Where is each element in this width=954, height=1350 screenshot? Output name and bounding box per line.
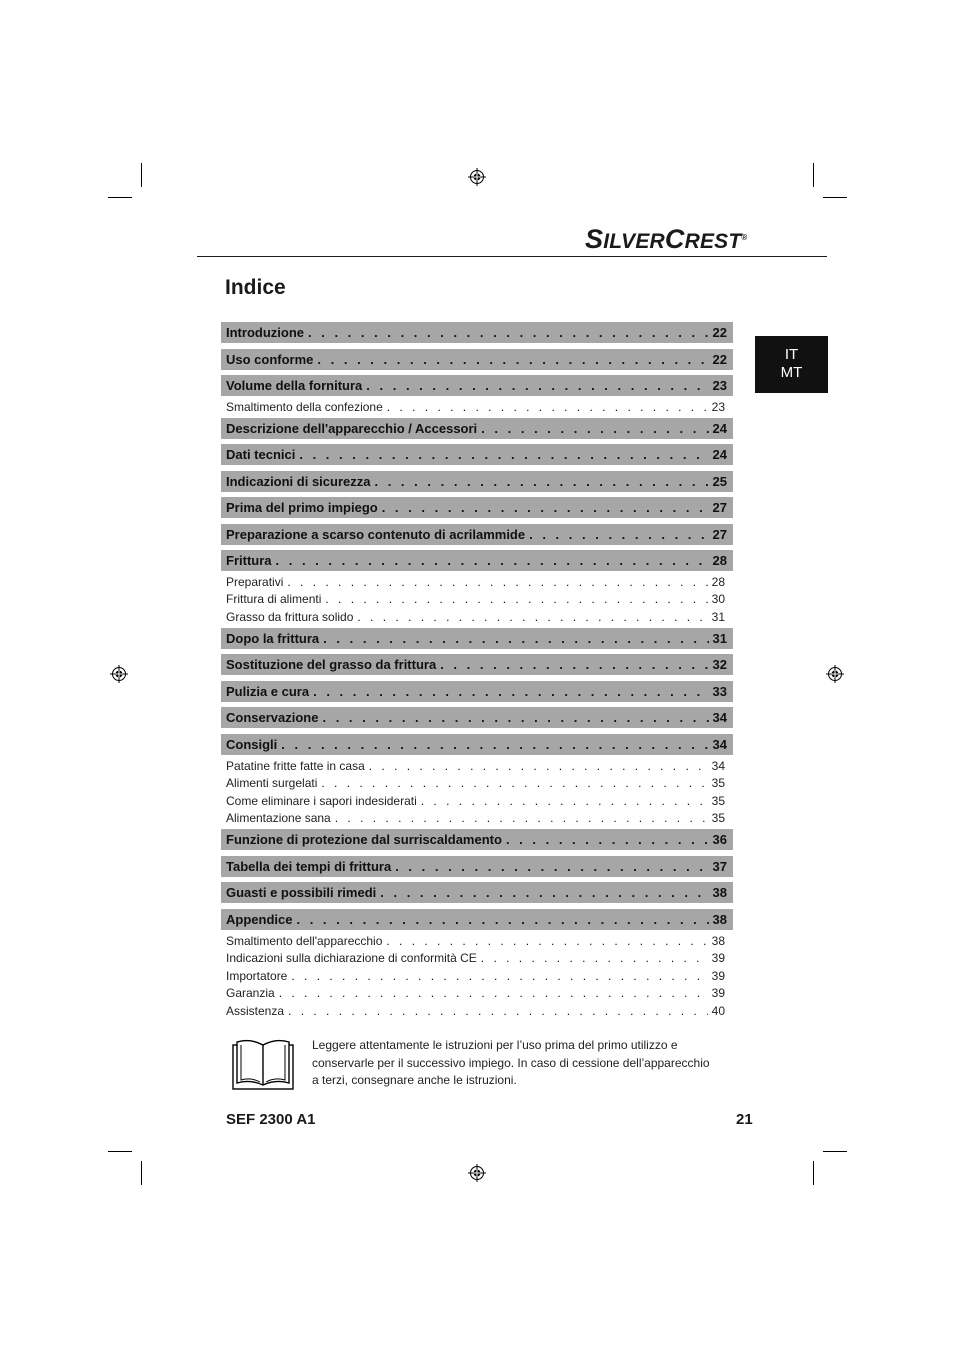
- toc-entry-label: Descrizione dell'apparecchio / Accessori: [226, 420, 478, 436]
- toc-entry-page: 39: [711, 986, 725, 1001]
- toc-subsection-row[interactable]: [221, 774, 733, 792]
- crop-mark: [823, 197, 847, 198]
- brand-logo: SILVERCREST®: [585, 224, 748, 254]
- toc-entry-page: 27: [712, 500, 727, 516]
- toc-subsection-row[interactable]: [221, 792, 733, 810]
- toc-subsection-row[interactable]: [221, 810, 733, 828]
- dot-leader: [382, 500, 709, 515]
- table-of-contents: [221, 322, 733, 1020]
- crop-mark: [141, 1161, 142, 1185]
- dot-leader: [287, 575, 707, 589]
- toc-section-row[interactable]: [221, 734, 733, 755]
- notice-text: Leggere attentamente le istruzioni per l’uso prima del primo utilizzo e conservarle per il successivo impiego. In caso di cessione dell’apparecchio a terzi, consegnare anche le istruzioni.: [312, 1038, 710, 1087]
- crop-mark: [813, 163, 814, 187]
- toc-entry-page: 28: [712, 553, 727, 569]
- toc-section-row[interactable]: [221, 829, 733, 850]
- toc-subsection-row[interactable]: [221, 591, 733, 609]
- toc-subsection-row[interactable]: [221, 967, 733, 985]
- toc-entry-page: 30: [711, 592, 725, 607]
- page-number: 21: [736, 1111, 753, 1128]
- header-rule: [197, 256, 827, 257]
- toc-entry-page: 34: [712, 710, 727, 726]
- dot-leader: [323, 631, 708, 646]
- toc-section-row[interactable]: [221, 550, 733, 571]
- dot-leader: [276, 553, 709, 568]
- dot-leader: [291, 969, 707, 983]
- toc-section-row[interactable]: [221, 524, 733, 545]
- toc-section-row[interactable]: [221, 418, 733, 439]
- language-code: IT: [784, 346, 799, 363]
- crop-mark: [823, 1151, 847, 1152]
- toc-entry-label: Sostituzione del grasso da frittura: [226, 657, 437, 673]
- toc-entry-page: 31: [712, 630, 727, 646]
- toc-entry-label: Smaltimento della confezione: [226, 399, 383, 414]
- language-tab: [755, 336, 828, 393]
- toc-section-row[interactable]: [221, 882, 733, 903]
- toc-entry-label: Preparazione a scarso contenuto di acrilammide: [226, 526, 526, 542]
- toc-section-row[interactable]: [221, 628, 733, 649]
- dot-leader: [506, 832, 709, 847]
- dot-leader: [366, 378, 708, 393]
- toc-entry-page: 24: [712, 420, 727, 436]
- toc-entry-label: Appendice: [226, 911, 293, 927]
- toc-entry-label: Funzione di protezione dal surriscaldamento: [226, 832, 502, 848]
- toc-entry-page: 31: [711, 610, 725, 625]
- toc-entry-page: 39: [711, 951, 725, 966]
- toc-entry-page: 27: [712, 526, 727, 542]
- toc-entry-page: 37: [712, 858, 727, 874]
- crop-mark: [108, 1151, 132, 1152]
- toc-entry-label: Smaltimento dell'apparecchio: [226, 933, 383, 948]
- toc-entry-label: Preparativi: [226, 574, 284, 589]
- toc-entry-label: Uso conforme: [226, 351, 314, 367]
- dot-leader: [421, 794, 708, 808]
- toc-entry-page: 39: [711, 968, 725, 983]
- toc-subsection-row[interactable]: [221, 985, 733, 1003]
- toc-entry-label: Frittura di alimenti: [226, 592, 322, 607]
- toc-section-row[interactable]: [221, 471, 733, 492]
- dot-leader: [321, 776, 707, 790]
- dot-leader: [369, 759, 708, 773]
- toc-entry-label: Dopo la frittura: [226, 630, 320, 646]
- crop-mark: [141, 163, 142, 187]
- dot-leader: [387, 400, 708, 414]
- toc-entry-page: 33: [712, 683, 727, 699]
- dot-leader: [322, 710, 708, 725]
- dot-leader: [395, 859, 708, 874]
- toc-entry-label: Pulizia e cura: [226, 683, 310, 699]
- toc-subsection-row[interactable]: [221, 1002, 733, 1020]
- toc-section-row[interactable]: [221, 856, 733, 877]
- toc-entry-label: Patatine fritte fatte in casa: [226, 758, 365, 773]
- toc-entry-label: Frittura: [226, 553, 272, 569]
- dot-leader: [313, 684, 708, 699]
- dot-leader: [481, 421, 708, 436]
- toc-entry-page: 22: [712, 351, 727, 367]
- open-book-icon: [232, 1039, 294, 1091]
- dot-leader: [317, 352, 708, 367]
- toc-entry-page: 25: [712, 473, 727, 489]
- toc-entry-label: Grasso da frittura solido: [226, 610, 354, 625]
- dot-leader: [299, 447, 708, 462]
- toc-entry-label: Prima del primo impiego: [226, 500, 378, 516]
- dot-leader: [325, 592, 707, 606]
- toc-entry-label: Alimenti surgelati: [226, 776, 318, 791]
- toc-subsection-row[interactable]: [221, 573, 733, 591]
- toc-entry-label: Introduzione: [226, 325, 304, 340]
- registration-mark-icon: [826, 665, 844, 683]
- page-title: Indice: [225, 276, 286, 299]
- toc-subsection-row[interactable]: [221, 608, 733, 626]
- toc-section-row[interactable]: [221, 681, 733, 702]
- crop-mark: [813, 1161, 814, 1185]
- toc-entry-page: 24: [712, 447, 727, 463]
- toc-entry-label: Assistenza: [226, 1003, 285, 1018]
- dot-leader: [386, 934, 707, 948]
- toc-entry-page: 38: [712, 911, 727, 927]
- dot-leader: [374, 474, 708, 489]
- toc-subsection-row[interactable]: [221, 932, 733, 950]
- toc-section-row[interactable]: [221, 497, 733, 518]
- dot-leader: [357, 610, 707, 624]
- toc-entry-label: Garanzia: [226, 986, 275, 1001]
- toc-section-row[interactable]: [221, 909, 733, 930]
- toc-entry-page: 28: [711, 574, 725, 589]
- dot-leader: [308, 325, 709, 340]
- toc-entry-page: 38: [712, 885, 727, 901]
- toc-entry-page: 23: [712, 378, 727, 393]
- dot-leader: [296, 912, 708, 927]
- toc-section-row[interactable]: [221, 322, 733, 343]
- dot-leader: [380, 885, 708, 900]
- registration-mark-icon: [468, 1164, 486, 1182]
- toc-entry-page: 35: [711, 811, 725, 826]
- toc-subsection-row[interactable]: [221, 398, 733, 416]
- toc-entry-label: Tabella dei tempi di frittura: [226, 858, 392, 874]
- dot-leader: [335, 811, 708, 825]
- toc-entry-label: Alimentazione sana: [226, 811, 331, 826]
- dot-leader: [440, 657, 708, 672]
- toc-entry-label: Come eliminare i sapori indesiderati: [226, 793, 417, 808]
- dot-leader: [529, 527, 708, 542]
- toc-entry-page: 35: [711, 776, 725, 791]
- toc-section-row[interactable]: [221, 349, 733, 370]
- toc-entry-page: 34: [711, 758, 725, 773]
- toc-entry-page: 36: [712, 832, 727, 848]
- toc-entry-page: 35: [711, 793, 725, 808]
- toc-subsection-row[interactable]: [221, 949, 733, 967]
- toc-entry-page: 34: [712, 736, 727, 752]
- toc-entry-label: Importatore: [226, 968, 288, 983]
- toc-entry-label: Dati tecnici: [226, 447, 296, 463]
- toc-entry-page: 32: [712, 657, 727, 673]
- toc-entry-page: 22: [712, 325, 727, 340]
- toc-entry-page: 23: [711, 399, 725, 414]
- registration-mark-icon: [110, 665, 128, 683]
- toc-section-row[interactable]: [221, 707, 733, 728]
- toc-entry-page: 38: [711, 933, 725, 948]
- dot-leader: [279, 986, 708, 1000]
- model-number: SEF 2300 A1: [226, 1111, 316, 1128]
- language-code: MT: [780, 364, 803, 381]
- toc-entry-label: Indicazioni di sicurezza: [226, 473, 371, 489]
- toc-section-row[interactable]: [221, 444, 733, 465]
- toc-section-row[interactable]: [221, 654, 733, 675]
- dot-leader: [481, 951, 708, 965]
- toc-section-row[interactable]: [221, 375, 733, 396]
- toc-entry-label: Volume della fornitura: [226, 378, 363, 393]
- toc-subsection-row[interactable]: [221, 757, 733, 775]
- registration-mark-icon: [468, 168, 486, 186]
- toc-entry-page: 40: [711, 1003, 725, 1018]
- crop-mark: [108, 197, 132, 198]
- toc-entry-label: Indicazioni sulla dichiarazione di conformità CE: [226, 951, 477, 966]
- toc-entry-label: Conservazione: [226, 710, 319, 726]
- dot-leader: [281, 737, 708, 752]
- toc-entry-label: Consigli: [226, 736, 278, 752]
- toc-entry-label: Guasti e possibili rimedi: [226, 885, 377, 901]
- dot-leader: [288, 1004, 708, 1018]
